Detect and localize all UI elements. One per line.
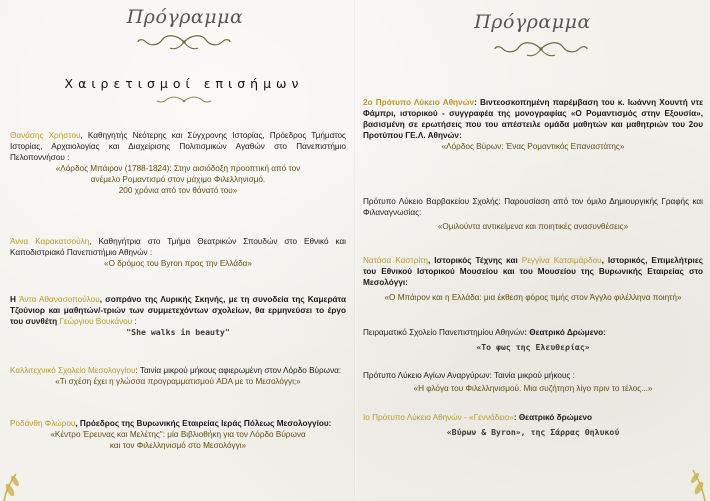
greetings-heading: Χαιρετισμοί επισήμων <box>64 76 304 91</box>
item-description: : Παρουσίαση από τον όμιλο Δημιουργικής Γραφής και Φιλαναγνωσίας: <box>363 197 703 217</box>
item-title: «Ο Μπάιρον και η Ελλάδα: μια έκθεση φόρος τιμής στον Άγγλο φιλέλληνα ποιητή» <box>384 293 682 302</box>
flourish-ornament-icon <box>493 37 589 61</box>
speaker-block-karakatsouli <box>10 236 346 269</box>
program-item-agioi-anargyroi <box>363 370 703 394</box>
connector-text: , Ιστορικός Τέχνης και <box>427 256 522 265</box>
speaker-block-christou <box>10 130 346 196</box>
right-title: Πρόγραμμα <box>474 11 591 33</box>
composer-name: Γεώργιου Βουκάνου <box>59 317 133 326</box>
school-name: 2ο Πρότυπο Λύκειο Αθηνών <box>363 98 475 107</box>
program-item-2nd-lyceum <box>363 97 703 152</box>
school-name: Πρότυπο Λύκειο Αγίων Αναργύρων <box>363 371 490 380</box>
item-title: «Λόρδος Βύρων: Ένας Ρομαντικός Επαναστάτης» <box>441 142 625 151</box>
item-description: : Θεατρικό Δρώμενο: <box>524 328 606 337</box>
talk-title-line: «Κέντρο Έρευνας και Μελέτης": μία Βιβλιοθήκη για τον Λόρδο Βύρωνα <box>50 430 306 439</box>
item-description: : Θεατρικό δρώμενο <box>513 413 593 422</box>
item-description: : Βιντεοσκοπημένη παρέμβαση του κ. Ιωάννη Χουντή ντε Φάμπρι, ιστορικού - συγγραφέα της μονογραφίας «Ο Ρομαντισμός στην Εξουσία», βασισμένη σε ερωτήσεις που του απέστειλε ομάδα μαθητών και μαθητριών του 2ου Προτύπου ΓΕ.Λ. Αθηνών: <box>363 98 703 140</box>
item-description: , Ιστορικός, Επιμελήτριες του Εθνικού Ιστορικού Μουσείου και του Μουσείου της Βυρωνικής Εταιρείας στο Μεσολόγγι: <box>363 256 703 287</box>
laurel-leaf-icon <box>675 458 710 501</box>
speaker-description: , Καθηγητής Νεότερης και Σύγχρονης Ιστορίας, Πρόεδρος Τμήματος Ιστορίας, Αρχαιολογίας και Διαχείρισης Πολιτισμικών Αγαθών στο Πανεπιστήμιο Πελοποννήσου : <box>10 131 346 162</box>
speaker-description: , Πρόεδρος της Βυρωνικής Εταιρείας Ιεράς Πόλεως Μεσολογγίου: <box>75 419 332 428</box>
speaker-name: Θανάσης Χρήστου <box>10 131 81 140</box>
speaker-name: Ροδάνθη Φλώρου <box>10 419 76 428</box>
talk-title: «Ο δρόμος του Byron προς την Ελλάδα» <box>104 259 252 268</box>
film-description: : Ταινία μικρού μήκους αφιερωμένη στον Λόρδο Βύρωνα: <box>135 366 342 375</box>
performer-name: Άντα Αθανασοπούλου <box>19 295 100 304</box>
left-title: Πρόγραμμα <box>126 6 244 28</box>
performance-description: , σοπράνο της Λυρικής Σκηνής, με τη συνοδεία της Καμεράτα Τζούνιορ και μαθητών/-τριών των συμμετεχόντων σχολείων, θα ερμηνεύσει το έργο του συνθέτη <box>10 295 347 326</box>
item-title: «Ομιλούντα αντικείμενα και ποιητικές ανασυνθέσεις» <box>437 222 629 231</box>
school-name: Πειραματικό Σχολείο Πανεπιστημίου Αθηνών <box>363 328 525 337</box>
performance-block-athanasopoulou <box>10 294 346 338</box>
film-block-mesolonghi <box>10 365 346 387</box>
talk-title-line: και τον Φιλελληνισμό στο Μεσολόγγι» <box>109 441 247 450</box>
colon-text: : <box>132 317 137 326</box>
speaker-name: Άννα Καρακατσούλη <box>10 237 90 246</box>
talk-title-line: «Λόρδος Μπάιρον (1788-1824): Στην αισιόδοξη προοπτική από τον <box>55 164 301 173</box>
speaker-block-florou <box>10 418 346 451</box>
article-text: Η <box>10 295 20 304</box>
item-description: : Ταινία μικρού μήκους : <box>489 371 575 380</box>
film-title: «Τι σχέση έχει η γλώσσα προγραμματισμού ADA με το Μεσολόγγι;» <box>55 377 301 386</box>
program-item-gennadeio <box>363 412 703 438</box>
school-name: Πρότυπο Λύκειο Βαρβακείου Σχολής <box>363 197 499 206</box>
flourish-ornament-icon <box>136 30 232 54</box>
talk-title-line: ανέμελο Ρομαντισμό στον μάχιμο Φιλελληνισμό. <box>90 175 266 184</box>
item-title: «Η φλόγα του Φιλελληνισμού. Μια συζήτηση λίγο πριν το τέλος...» <box>413 384 653 393</box>
program-item-varvakeio <box>363 196 703 232</box>
divider-ornament-icon <box>156 95 212 107</box>
item-title: «Το φως της Ελευθερίας» <box>476 342 590 352</box>
school-name: Ιο Πρότυπο Λύκειο Αθηνών - «Γεννάδειο» <box>363 413 514 422</box>
school-name: Καλλιτεχνικό Σχολείο Μεσολογγίου <box>10 366 136 375</box>
song-title: "She walks in beauty" <box>126 327 230 337</box>
speaker-name-2: Ρεγγίνα Κατσιμάρδου <box>521 256 602 265</box>
laurel-leaf-icon <box>0 462 40 501</box>
talk-title-line: 200 χρόνια από τον θάνατό του» <box>118 186 238 195</box>
item-title: «Βύρων & Byron», της Σάρρας Θηλυκού <box>446 427 620 437</box>
speaker-name: Νατάσα Καστρίτη <box>363 256 428 265</box>
right-panel <box>355 0 710 501</box>
program-item-experimental-school <box>363 327 703 353</box>
speaker-description: , Καθηγήτρια στο Τμήμα Θεατρικών Σπουδών στο Εθνικό και Καποδιστριακό Πανεπιστήμιο Αθηνών : <box>10 237 346 257</box>
program-item-exhibition <box>363 255 703 303</box>
